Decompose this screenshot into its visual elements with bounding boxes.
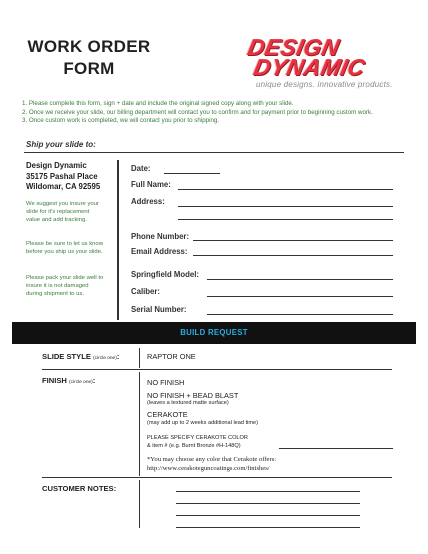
finish-option-no-finish[interactable]: NO FINISH (147, 378, 185, 387)
cerakote-any-color: *You may choose any color that Cerakote offers: (147, 456, 277, 463)
ship-address (26, 161, 100, 193)
design-dynamic-logo (238, 34, 398, 92)
serial-label: Serial Number: (131, 305, 187, 314)
finish-option-bead-blast[interactable]: NO FINISH + BEAD BLAST (147, 391, 239, 400)
build-request-heading: BUILD REQUEST (180, 328, 248, 337)
address-line: Wildomar, CA 92595 (26, 182, 101, 191)
model-label: Springfield Model: (131, 270, 200, 279)
slide-style-label (42, 352, 119, 361)
ship-heading: Ship your slide to: (26, 140, 96, 149)
finish-rule (42, 477, 392, 478)
address-line: 35175 Pashal Place (26, 171, 98, 181)
column-divider (117, 160, 119, 320)
caliber-field[interactable] (207, 296, 393, 297)
cerakote-lead-time-note: (may add up to 2 weeks additional lead time) (147, 420, 259, 426)
slide-style-divider (139, 348, 140, 368)
customer-notes-line4[interactable] (176, 527, 360, 528)
instruction-item: 2. Once we receive your slide, our billing department will contact you to confirm and for payment prior to beginning custom work. (22, 108, 373, 116)
address-line: Design Dynamic (26, 161, 87, 170)
finish-colon: : (92, 376, 96, 385)
slide-style-colon: : (116, 352, 120, 361)
instruction-item: 3. Once custom work is completed, we will contact you prior to shipping. (22, 117, 220, 125)
model-field[interactable] (207, 279, 393, 280)
form-title-line2: FORM (63, 59, 115, 78)
finish-option-cerakote[interactable]: CERAKOTE (147, 410, 188, 419)
build-request-band (12, 322, 416, 344)
logo-word-design: DESIGN (245, 34, 343, 60)
ship-divider (24, 152, 404, 153)
slide-style-option-raptor-one[interactable]: RAPTOR ONE (147, 352, 196, 361)
slide-style-text: SLIDE STYLE (42, 352, 91, 361)
logo-tagline: unique designs. innovative products. (256, 80, 393, 89)
customer-notes-line2[interactable] (176, 503, 360, 504)
finish-hint: (circle one) (69, 380, 93, 385)
form-title (24, 36, 154, 80)
form-title-line1: WORK ORDER (27, 37, 151, 56)
slide-style-rule (42, 369, 392, 370)
cerakote-color-field[interactable] (279, 448, 393, 449)
caliber-label: Caliber: (131, 287, 161, 296)
logo-word-dynamic: DYNAMIC (251, 54, 368, 80)
customer-notes-line1[interactable] (176, 491, 360, 492)
finish-label (42, 376, 95, 385)
customer-notes-line3[interactable] (176, 515, 360, 516)
full-name-label: Full Name: (131, 180, 171, 189)
note-packing: Please pack your slide well to insure it is not damaged during shipment to us. (26, 275, 104, 297)
cerakote-specify-line1: PLEASE SPECIFY CERAKOTE COLOR (147, 435, 248, 441)
address-label: Address: (131, 197, 165, 206)
phone-label: Phone Number: (131, 232, 190, 241)
instruction-item: 1. Please complete this form, sign + date and include the original signed copy along with your slide. (22, 100, 294, 107)
note-notify: Please be sure to let us know before you ship us your slide. (26, 241, 103, 255)
customer-notes-label: CUSTOMER NOTES: (42, 484, 117, 493)
serial-field[interactable] (207, 314, 393, 315)
full-name-field[interactable] (178, 189, 393, 190)
finish-text: FINISH (42, 376, 67, 385)
note-insure: We suggest you insure your slide for it's replacement value and add tracking. (26, 201, 99, 223)
customer-notes-divider (139, 480, 140, 528)
email-label: Email Address: (131, 247, 188, 256)
email-field[interactable] (193, 255, 393, 256)
address-field-line1[interactable] (178, 206, 393, 207)
address-field-line2[interactable] (178, 219, 393, 220)
bead-blast-note: (leaves a textured matte surface) (147, 400, 229, 406)
date-label: Date: (131, 164, 151, 173)
cerakote-info (147, 455, 276, 473)
cerakote-specify-line2: & item # (e.g. Burnt Bronze #H-148Q) (147, 443, 241, 449)
finish-divider (139, 372, 140, 476)
instructions-list (22, 100, 402, 126)
slide-style-hint: (circle one) (93, 356, 117, 361)
cerakote-specify (147, 434, 248, 450)
date-field[interactable] (164, 173, 220, 174)
phone-field[interactable] (193, 240, 393, 241)
cerakote-url[interactable]: http://www.cerakoteguncoatings.com/finishes/ (147, 465, 270, 472)
